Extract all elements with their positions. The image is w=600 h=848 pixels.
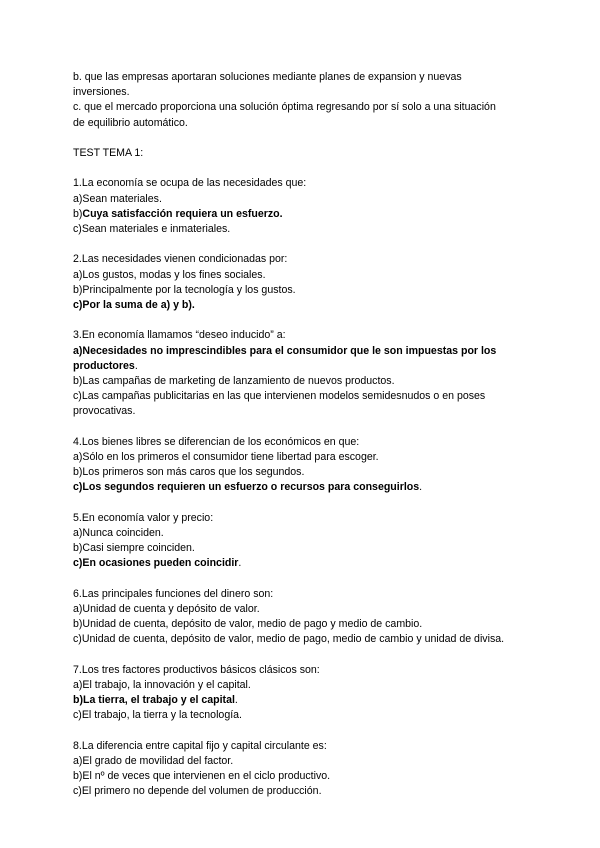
punctuation: . <box>419 481 423 494</box>
question-6-option-b: b)Unidad de cuenta, depósito de valor, medio de pago y medio de cambio. <box>73 618 423 631</box>
spacer <box>73 313 543 328</box>
question-7-option-b <box>73 693 543 708</box>
question-5-option-c <box>73 556 543 571</box>
question-2-option-b: b)Principalmente por la tecnología y los gustos. <box>73 283 296 296</box>
spacer <box>73 131 543 146</box>
question-7-option-c: c)El trabajo, la tierra y la tecnología. <box>73 709 242 722</box>
correct-answer: c)Los segundos requieren un esfuerzo o recursos para conseguirlos <box>73 481 420 494</box>
question-8: 8.La diferencia entre capital fijo y capital circulante es: <box>73 739 327 752</box>
spacer <box>73 237 543 252</box>
question-6-option-a: a)Unidad de cuenta y depósito de valor. <box>73 603 260 615</box>
intro-option-c-line2: de equilibrio automático. <box>73 116 188 129</box>
spacer <box>73 420 543 435</box>
question-1-option-c: c)Sean materiales e inmateriales. <box>73 223 231 235</box>
option-prefix: b) <box>73 207 83 220</box>
spacer <box>73 496 543 511</box>
question-5-option-b: b)Casi siempre coinciden. <box>73 542 195 555</box>
correct-answer: productores <box>73 359 135 372</box>
test-title: TEST TEMA 1: <box>73 147 144 159</box>
question-2-option-c <box>73 298 543 313</box>
intro-option-b-line2: inversiones. <box>73 86 130 99</box>
correct-answer: Cuya satisfacción requiera un esfuerzo. <box>82 207 283 220</box>
document-page <box>73 70 543 800</box>
correct-answer: c)En ocasiones pueden coincidir <box>73 557 239 570</box>
spacer <box>73 161 543 176</box>
question-8-option-a: a)El grado de movilidad del factor. <box>73 755 234 767</box>
question-7-option-a: a)El trabajo, la innovación y el capital. <box>73 679 251 691</box>
question-1-option-a: a)Sean materiales. <box>73 192 162 205</box>
correct-answer: b)La tierra, el trabajo y el capital <box>73 694 235 707</box>
question-2: 2.Las necesidades vienen condicionadas por: <box>73 253 288 266</box>
intro-option-b-line1: b. que las empresas aportaran soluciones mediante planes de expansion y nuevas <box>73 71 462 83</box>
question-4-option-a: a)Sólo en los primeros el consumidor tiene libertad para escoger. <box>73 451 379 463</box>
question-4: 4.Los bienes libres se diferencian de los económicos en que: <box>73 435 360 448</box>
spacer <box>73 724 543 739</box>
intro-option-c-line1: c. que el mercado proporciona una solución óptima regresando por sí solo a una situación <box>73 101 496 114</box>
question-8-option-c: c)El primero no depende del volumen de producción. <box>73 785 322 798</box>
punctuation: . <box>238 557 242 570</box>
question-2-option-a: a)Los gustos, modas y los fines sociales. <box>73 268 266 281</box>
question-4-option-b: b)Los primeros son más caros que los segundos. <box>73 466 305 479</box>
question-6: 6.Las principales funciones del dinero son: <box>73 587 274 600</box>
question-6-option-c: c)Unidad de cuenta, depósito de valor, medio de pago, medio de cambio y unidad de divisa. <box>73 633 505 646</box>
punctuation: . <box>234 694 238 707</box>
question-3-option-a-line2 <box>73 359 543 374</box>
spacer <box>73 572 543 587</box>
question-1: 1.La economía se ocupa de las necesidades que: <box>73 177 307 190</box>
question-3-option-c-line2: provocativas. <box>73 405 136 418</box>
question-3-option-c-line1: c)Las campañas publicitarias en las que intervienen modelos semidesnudos o en poses <box>73 390 486 403</box>
question-3-option-b: b)Las campañas de marketing de lanzamiento de nuevos productos. <box>73 375 395 387</box>
question-7: 7.Los tres factores productivos básicos clásicos son: <box>73 663 320 676</box>
question-8-option-b: b)El nº de veces que intervienen en el ciclo productivo. <box>73 770 331 783</box>
question-3-option-a-line1 <box>73 344 543 359</box>
correct-answer: c)Por la suma de a) y b). <box>73 299 195 311</box>
question-5: 5.En economía valor y precio: <box>73 511 214 524</box>
correct-answer: a)Necesidades no imprescindibles para el consumidor que le son impuestas por los <box>73 344 497 357</box>
question-4-option-c <box>73 480 543 495</box>
punctuation: . <box>134 359 138 372</box>
question-3: 3.En economía llamamos “deseo inducido” a: <box>73 329 286 342</box>
spacer <box>73 648 543 663</box>
question-5-option-a: a)Nunca coinciden. <box>73 527 164 539</box>
question-1-option-b <box>73 207 543 222</box>
